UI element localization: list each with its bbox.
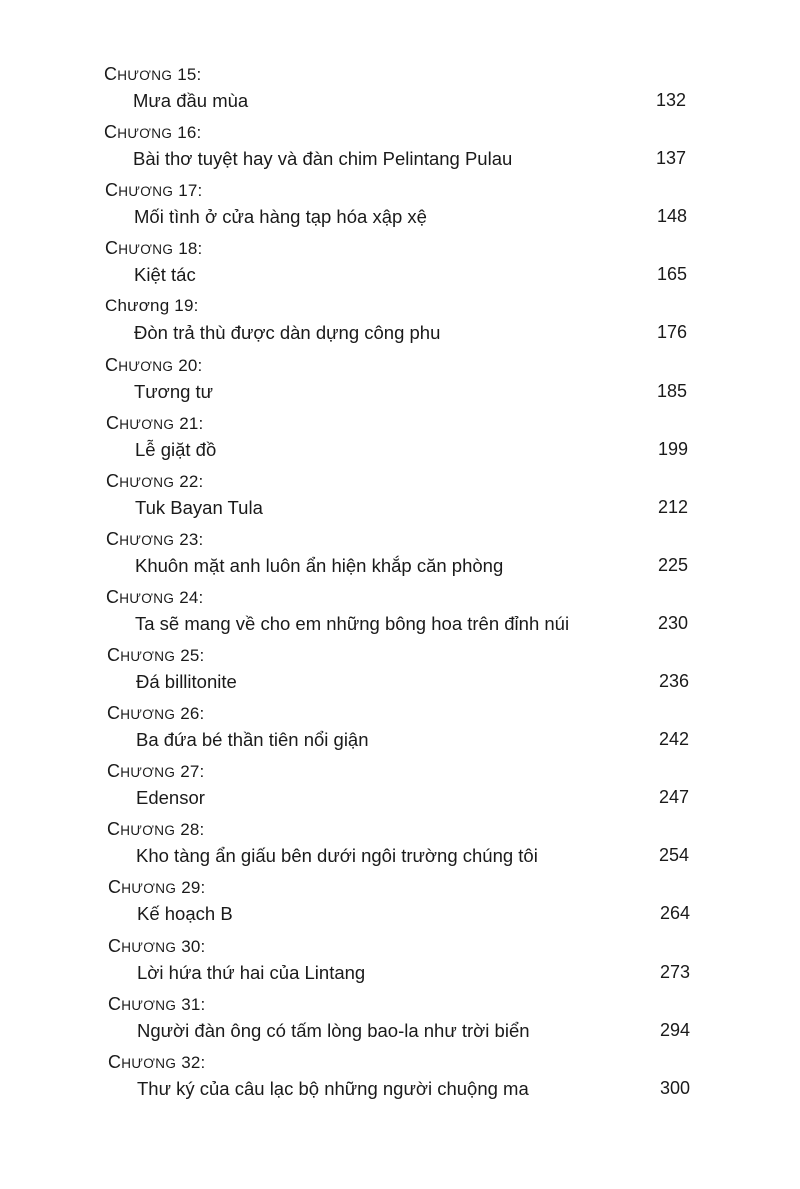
chapter-title: Bài thơ tuyệt hay và đàn chim Pelintang Pulau (133, 148, 513, 170)
chapter-label: CHƯƠNG 23: (106, 528, 204, 549)
chapter-label: CHƯƠNG 18: (105, 238, 203, 259)
chapter-title: Đá billitonite (136, 671, 237, 692)
chapter-label: Chương 19: (105, 296, 199, 316)
chapter-page-number: 294 (659, 1019, 690, 1040)
chapter-title: Kho tàng ẩn giấu bên dưới ngôi trường chúng tôi (136, 845, 538, 867)
toc-entry (0, 936, 800, 994)
toc-entry (0, 1052, 800, 1110)
chapter-page-number: 242 (658, 729, 689, 750)
chapter-title: Mưa đầu mùa (133, 90, 249, 111)
chapter-page-number: 225 (657, 554, 688, 575)
chapter-title: Kế hoạch B (137, 903, 233, 925)
toc-entry (0, 587, 800, 645)
chapter-page-number: 165 (656, 264, 687, 285)
chapter-page-number: 273 (659, 961, 690, 982)
toc-entry (0, 180, 800, 238)
chapter-label: CHƯƠNG 25: (107, 645, 205, 665)
chapter-title: Đòn trả thù được dàn dựng công phu (134, 322, 441, 344)
toc-entry (0, 413, 800, 471)
toc-entry (0, 122, 800, 180)
chapter-title: Tương tư (134, 380, 214, 402)
toc-entry (0, 703, 800, 761)
chapter-label: CHƯƠNG 27: (107, 761, 205, 782)
chapter-page-number: 185 (656, 380, 687, 401)
chapter-title: Khuôn mặt anh luôn ẩn hiện khắp căn phòng (135, 554, 504, 576)
chapter-title: Lễ giặt đồ (135, 438, 217, 460)
chapter-title: Thư ký của câu lạc bộ những người chuộng ma (137, 1077, 529, 1099)
toc-entry (0, 529, 800, 587)
toc-entry (0, 296, 800, 354)
toc-entry (0, 471, 800, 529)
chapter-page-number: 230 (657, 612, 688, 633)
chapter-label: CHƯƠNG 20: (105, 354, 203, 375)
chapter-page-number: 264 (659, 903, 690, 924)
chapter-title: Kiệt tác (134, 264, 196, 286)
chapter-page-number: 132 (655, 90, 686, 110)
chapter-title: Mối tình ở cửa hàng tạp hóa xập xệ (134, 206, 427, 228)
chapter-label: CHƯƠNG 16: (104, 122, 202, 143)
toc-entry (0, 64, 800, 122)
chapter-label: CHƯƠNG 28: (107, 819, 205, 840)
chapter-page-number: 148 (656, 206, 687, 227)
chapter-label: CHƯƠNG 17: (105, 180, 203, 201)
chapter-title: Lời hứa thứ hai của Lintang (137, 961, 366, 983)
chapter-page-number: 236 (658, 671, 689, 691)
chapter-title: Tuk Bayan Tula (135, 496, 263, 518)
chapter-label: CHƯƠNG 30: (108, 935, 206, 956)
chapter-page-number: 247 (658, 787, 689, 808)
chapter-label: CHƯƠNG 21: (106, 412, 204, 433)
chapter-label: CHƯƠNG 31: (108, 993, 206, 1014)
chapter-label: CHƯƠNG 32: (108, 1051, 206, 1072)
chapter-label: CHƯƠNG 15: (104, 64, 202, 84)
chapter-page-number: 300 (659, 1077, 690, 1098)
chapter-page-number: 137 (655, 148, 686, 169)
chapter-page-number: 176 (656, 322, 687, 343)
toc-entry (0, 238, 800, 296)
chapter-label: CHƯƠNG 22: (106, 470, 204, 491)
chapter-label: CHƯƠNG 26: (107, 703, 205, 724)
toc-entry (0, 819, 800, 877)
chapter-page-number: 254 (658, 845, 689, 866)
toc-entry (0, 877, 800, 935)
toc-entry (0, 994, 800, 1052)
toc-entry (0, 645, 800, 703)
chapter-title: Edensor (136, 787, 205, 809)
chapter-page-number: 212 (657, 496, 688, 517)
chapter-title: Người đàn ông có tấm lòng bao-la như trời biển (137, 1019, 530, 1041)
chapter-title: Ta sẽ mang về cho em những bông hoa trên đỉnh núi (135, 612, 570, 634)
toc-entry (0, 355, 800, 413)
chapter-label: CHƯƠNG 29: (108, 877, 206, 898)
chapter-label: CHƯƠNG 24: (106, 586, 204, 607)
toc-entry (0, 761, 800, 819)
chapter-title: Ba đứa bé thần tiên nổi giận (136, 729, 369, 751)
chapter-page-number: 199 (657, 438, 688, 459)
